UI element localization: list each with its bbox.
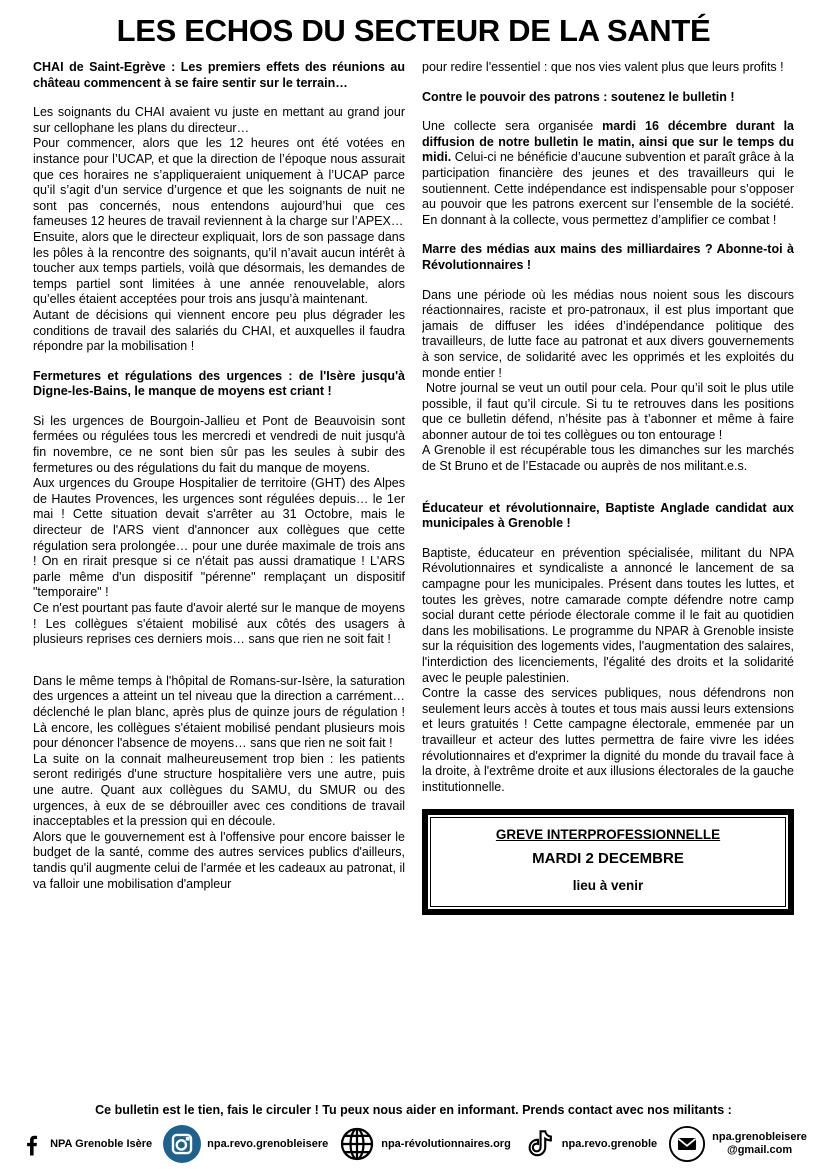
collecte-lead: Une collecte sera organisée (422, 119, 603, 134)
section-heading-municipales: Éducateur et révolutionnaire, Baptiste Anglade candidat aux municipales à Grenoble ! (422, 500, 794, 531)
globe-icon (339, 1126, 375, 1162)
social-facebook (20, 1124, 152, 1164)
paragraph: Baptiste, éducateur en prévention spécialisée, militant du NPA Révolutionnaires et syndicaliste a annoncé le lancement de sa campagne pour les municipales. Présent dans toutes les luttes, et toutes les grèves, notre camarade compte défendre notre camp social durant cette période électorale comme il le fait au quotidien dans les mobilisations. Le programme du NPAR à Grenoble insiste sur la réquisition des logements vides, l'augmentation des salaires, l'interdiction des licenciements, l'égalité des droits et la solidarité avec le peuple palestinien. (422, 545, 794, 685)
paragraph-collecte (422, 119, 794, 228)
tiktok-icon (522, 1127, 556, 1161)
collecte-bold-date: mardi 16 décembre durant la diffusion de notre bulletin le matin, ainsi que sur le temps du midi. (422, 119, 794, 165)
paragraph: Aux urgences du Groupe Hospitalier de territoire (GHT) des Alpes de Hautes Provences, les urgences sont régulées depuis… le 1er mai ! Cette situation devait s'arrêter au 31 Octobre, mais le directeur de l'ARS vient d'annoncer aux collègues que cette régulation sera prolongée… pour une durée maximale de trois ans ! On en rirait presque si ce n'était pas aussi dramatique ! L'ARS parle même d'un dispositif "pérenne" remplaçant un dispositif "temporaire" ! (33, 476, 405, 600)
section-heading-medias: Marre des médias aux mains des milliardaires ? Abonne-toi à Révolutionnaires ! (422, 242, 794, 272)
paragraph: Autant de décisions qui viennent encore peu plus dégrader les conditions de travail des salariés du CHAI, et auxquelles il faudra répondre par la mobilisation ! (33, 307, 405, 354)
paragraph: Alors que le gouvernement est à l'offensive pour encore baisser le budget de la santé, comme des autres services publics d'ailleurs, tandis qu'il augmente celui de l'armée et les cadeaux au patronat, il va falloir une mobilisation d'ampleur (33, 829, 405, 891)
section-heading-fermetures: Fermetures et régulations des urgences : de l'Isère jusqu'à Digne-les-Bains, le manque de moyens est criant ! (33, 368, 405, 399)
paragraph-continuation: pour redire l'essentiel : que nos vies valent plus que leurs profits ! (422, 60, 784, 74)
strike-place: lieu à venir (572, 877, 644, 893)
strike-date: MARDI 2 DECEMBRE (532, 849, 684, 867)
page-title: LES ECHOS DU SECTEUR DE LA SANTÉ (116, 13, 711, 48)
paragraph: La suite on la connait malheureusement trop bien : les patients seront redirigés d'une structure hospitalière vers une autre, puis une autre. Quant aux collègues du SAMU, du SMUR ou des urgences, à eux de se débrouiller avec ces conditions de travail inacceptables et la pression qui en découle. (33, 751, 405, 829)
paragraph: Les soignants du CHAI avaient vu juste en mettant au grand jour sur cellophane les plans du directeur… (33, 105, 405, 135)
email-line1: npa.grenobleisere (712, 1131, 807, 1144)
section-heading-chai: CHAI de Saint-Egrève : Les premiers effets des réunions au château commencent à se faire sentir sur le terrain… (33, 60, 405, 90)
paragraph: Si les urgences de Bourgoin-Jallieu et Pont de Beauvoisin sont fermées ou régulées tous les mercredi et vendredi de nuit jusqu'à fin novembre, ce ne sont bien sûr pas les seules à subir des fermetures ou des régulations du fait du manque de moyens. (33, 413, 405, 475)
tiktok-handle: npa.revo.grenoble (561, 1138, 658, 1150)
paragraph: A Grenoble il est récupérable tous les dimanches sur les marchés de St Bruno et de l’Estacade ou auprès de nos militant.e.s. (422, 443, 794, 474)
paragraph: Ensuite, alors que le directeur expliquait, lors de son passage dans les pôles à la rencontre des soignants, qu’il n’avait aucun intérêt à toucher aux temps partiels, voilà que désormais, les demandes de temps partiel sont limitées à une année renouvelable, alors qu’elles étaient acceptées pour trois ans jusqu’à maintenant. (33, 229, 405, 307)
strike-announcement-inner (430, 817, 786, 907)
instagram-icon (163, 1125, 201, 1163)
facebook-icon (20, 1124, 44, 1164)
instagram-handle: npa.revo.grenobleisere (207, 1138, 329, 1150)
collecte-rest: Celui-ci ne bénéficie d’aucune subvention et paraît grâce à la participation financière des jeunes et des travailleurs qui le soutiennent. Cette indépendance est indispensable pour s’opposer au pouvoir que les patrons exercent sur l’ensemble de la société. En donnant à la collecte, vous permettez d’amplifier ce combat ! (422, 150, 794, 227)
website-url: npa-révolutionnaires.org (381, 1138, 511, 1150)
section-heading-soutien: Contre le pouvoir des patrons : soutenez le bulletin ! (422, 89, 735, 104)
paragraph: Dans une période où les médias nous noient sous les discours réactionnaires, raciste et pro-patronaux, il est plus important que jamais de diffuser les idées d’indépendance politique des travailleurs, de lutte face au patronat et aux divers gouvernements à son service, de solidarité avec les opprimés et les exploités du monde entier ! (422, 287, 794, 380)
facebook-handle: NPA Grenoble Isère (50, 1138, 153, 1150)
email-line2: @gmail.com (726, 1144, 793, 1156)
paragraph: Dans le même temps à l'hôpital de Romans-sur-Isère, la saturation des urgences a atteint un tel niveau que la direction a carrément… déclenché le plan blanc, après plus de quinze jours de régulation ! Là encore, les collègues s'étaient mobilisé pendant plusieurs mois pour dénoncer l'absence de moyens… sans que rien ne soit fait ! (33, 673, 405, 751)
strike-title: GREVE INTERPROFESSIONNELLE (495, 827, 721, 843)
social-instagram (163, 1125, 328, 1163)
social-website (339, 1126, 511, 1162)
left-column (33, 60, 405, 1078)
paragraph: Contre la casse des services publiques, nous défendrons non seulement leurs accès à toutes et tous mais aussi leurs extensions et leurs gratuités ! Cette campagne électorale, emmenée par un travailleur et acteur des luttes permettra de faire vivre les idées révolutionnaires et d'exprimer la dignité du monde du travail face à la droite, à l'extrême droite et aux illusions électorales de la gauche institutionnelle. (422, 686, 794, 794)
right-column (422, 60, 794, 1078)
footer (0, 1103, 827, 1164)
paragraph: Notre journal se veut un outil pour cela. Pour qu’il soit le plus utile possible, il faut qu’il circule. Si tu te retrouves dans les positions que ce bulletin défend, n’hésite pas à t’abonner et même à faire abonner autour de toi tes collègues ou ton entourage ! (422, 381, 794, 442)
content-columns (0, 60, 827, 1078)
footer-tagline: Ce bulletin est le tien, fais le circuler ! Tu peux nous aider en informant. Prends contact avec nos militants : (95, 1103, 732, 1117)
paragraph: Pour commencer, alors que les 12 heures ont été votées en instance pour l’UCAP, et que la direction de l’époque nous assurait que ces horaires ne s’appliqueraient uniquement à l’UCAP parce qu’il s’agit d’un service d’urgence et que les soignants de nuit ne sont pas concernés, nous entendons aujourd’hui que ces fameuses 12 heures de travail reviennent à la charge sur l’APEX… (33, 136, 405, 229)
email-address (712, 1131, 807, 1157)
social-email (668, 1125, 807, 1163)
social-contacts-row (0, 1124, 827, 1164)
strike-announcement-box (422, 809, 794, 915)
email-icon (668, 1125, 706, 1163)
paragraph: Ce n'est pourtant pas faute d'avoir alerté sur le manque de moyens ! Les collègues s'étaient mobilisé aux côtés des usagers à plusieurs reprises ces derniers mois… sans que rien ne soit fait ! (33, 601, 405, 647)
social-tiktok (522, 1127, 657, 1161)
